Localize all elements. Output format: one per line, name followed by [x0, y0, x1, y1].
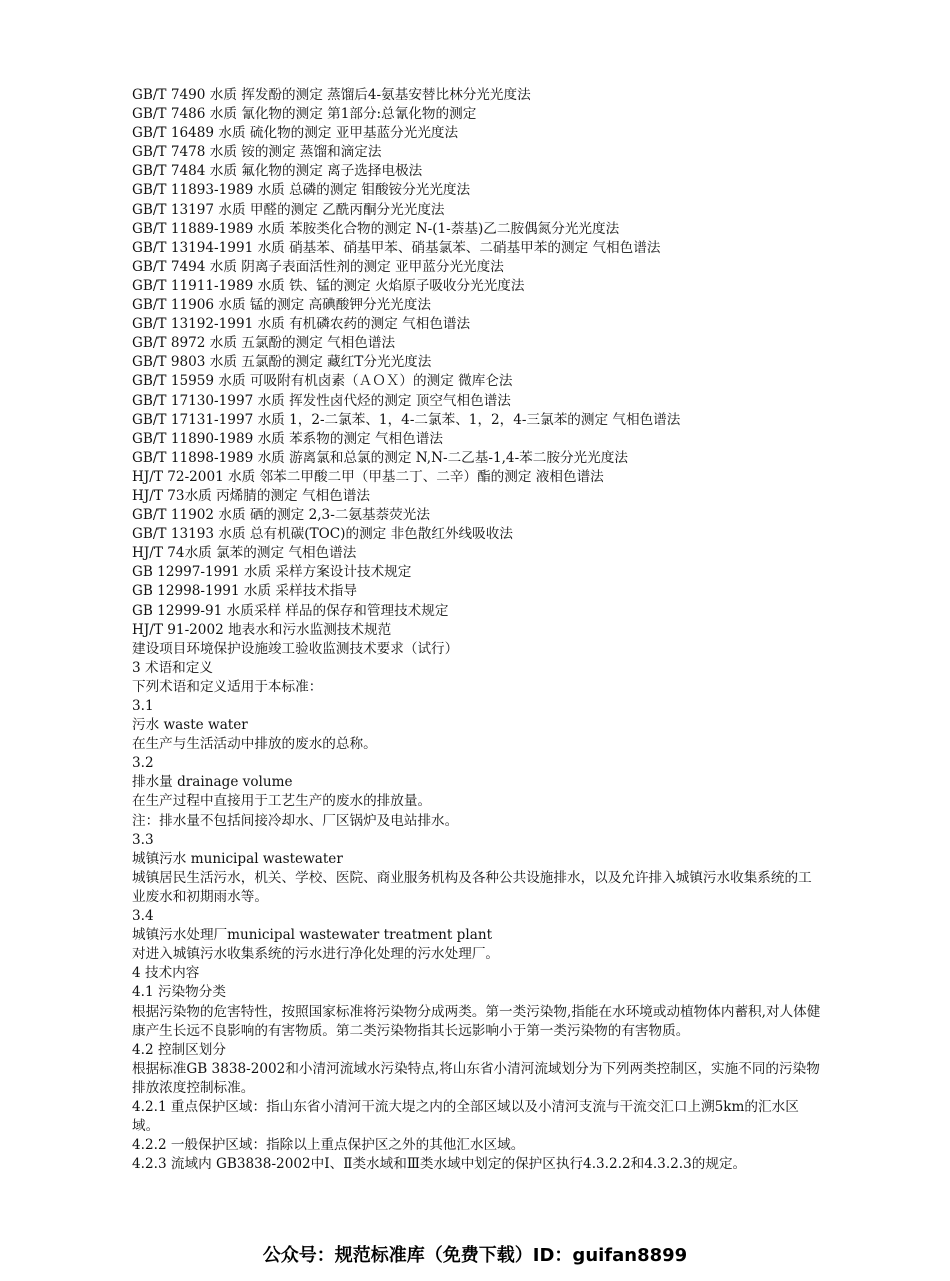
section-intro: 下列术语和定义适用于本标准： [132, 678, 323, 695]
clause-4-2-1: 4.2.1 重点保护区域：指山东省小清河干流大堤之内的全部区域以及小清河支流与干流交汇口上溯5km的汇水区域。 [132, 1098, 799, 1135]
standard-item: GB/T 13192-1991 水质 有机磷农药的测定 气相色谱法 [132, 316, 471, 333]
standard-item: GB/T 11890-1989 水质 苯系物的测定 气相色谱法 [132, 430, 443, 447]
standard-item: GB/T 15959 水质 可吸附有机卤素（ＡＯＸ）的测定 微库仑法 [132, 373, 513, 390]
section-technical-content [132, 964, 822, 1174]
section-heading: 3 术语和定义 [132, 659, 213, 676]
standard-item: GB/T 7478 水质 铵的测定 蒸馏和滴定法 [132, 144, 382, 161]
standard-item: GB/T 11911-1989 水质 铁、锰的测定 火焰原子吸收分光光度法 [132, 277, 525, 294]
document-body [132, 86, 822, 1174]
standard-item: GB/T 17131-1997 水质 1，2-二氯苯、1，4-二氯苯、1，2，4-三氯苯的测定 气相色谱法 [132, 411, 681, 428]
term-definition: 城镇居民生活污水，机关、学校、医院、商业服务机构及各种公共设施排水，以及允许排入城镇污水收集系统的工业废水和初期雨水等。 [132, 869, 812, 905]
standard-item: HJ/T 72-2001 水质 邻苯二甲酸二甲（甲基二丁、二辛）酯的测定 液相色谱法 [132, 468, 604, 485]
standard-item: GB/T 11898-1989 水质 游离氯和总氯的测定 N,N-二乙基-1,4-苯二胺分光光度法 [132, 449, 628, 466]
standard-item: GB/T 8972 水质 五氯酚的测定 气相色谱法 [132, 335, 396, 352]
standard-item: GB/T 11889-1989 水质 苯胺类化合物的测定 N-(1-萘基)乙二胺偶氮分光光度法 [132, 220, 620, 237]
term-definition: 对进入城镇污水收集系统的污水进行净化处理的污水处理厂。 [132, 946, 500, 963]
standard-item: GB/T 7484 水质 氟化物的测定 离子选择电极法 [132, 163, 423, 180]
standard-item: GB/T 16489 水质 硫化物的测定 亚甲基蓝分光光度法 [132, 125, 459, 142]
term-title: 排水量 drainage volume [132, 774, 293, 791]
section-heading: 4 技术内容 [132, 965, 200, 982]
term-definition: 在生产过程中直接用于工艺生产的废水的排放量。 [132, 793, 432, 810]
term-title: 污水 waste water [132, 717, 248, 734]
paragraph: 根据污染物的危害特性，按照国家标准将污染物分成两类。第一类污染物,指能在水环境或动植物体内蓄积,对人体健康产生长远不良影响的有害物质。第二类污染物指其长远影响小于第一类污染物的有害物质。 [132, 1003, 821, 1039]
term-note: 注：排水量不包括间接冷却水、厂区锅炉及电站排水。 [132, 812, 459, 829]
standard-item: GB/T 17130-1997 水质 挥发性卤代烃的测定 顶空气相色谱法 [132, 392, 511, 409]
standard-item: GB 12997-1991 水质 采样方案设计技术规定 [132, 564, 412, 581]
referenced-standards-list [132, 86, 822, 659]
standard-item: GB/T 7486 水质 氰化物的测定 第1部分:总氰化物的测定 [132, 106, 477, 123]
standard-item: HJ/T 73水质 丙烯腈的测定 气相色谱法 [132, 487, 370, 504]
standard-item: GB/T 7490 水质 挥发酚的测定 蒸馏后4-氨基安替比林分光光度法 [132, 87, 531, 103]
clause-4-2-2: 4.2.2 一般保护区域：指除以上重点保护区之外的其他汇水区域。 [132, 1137, 525, 1154]
subsection-heading: 4.1 污染物分类 [132, 984, 226, 1001]
standard-item: GB/T 7494 水质 阴离子表面活性剂的测定 亚甲蓝分光光度法 [132, 258, 504, 275]
standard-item: GB/T 13194-1991 水质 硝基苯、硝基甲苯、硝基氯苯、二硝基甲苯的测定 气相色谱法 [132, 239, 661, 256]
term-definition: 在生产与生活活动中排放的废水的总称。 [132, 736, 377, 753]
standard-item: HJ/T 91-2002 地表水和污水监测技术规范 [132, 621, 392, 638]
standard-item: GB/T 13197 水质 甲醛的测定 乙酰丙酮分光光度法 [132, 201, 445, 218]
standard-item: GB 12999-91 水质采样 样品的保存和管理技术规定 [132, 602, 449, 619]
term-title: 城镇污水 municipal wastewater [132, 850, 343, 867]
standard-item: GB/T 11902 水质 硒的测定 2,3-二氨基萘荧光法 [132, 507, 430, 524]
section-terms [132, 659, 822, 965]
term-number: 3.1 [132, 698, 154, 714]
standard-item: GB/T 11906 水质 锰的测定 高碘酸钾分光光度法 [132, 297, 431, 314]
standard-item: GB/T 11893-1989 水质 总磷的测定 钼酸铵分光光度法 [132, 182, 471, 199]
term-number: 3.2 [132, 755, 154, 772]
standard-item: 建设项目环境保护设施竣工验收监测技术要求（试行） [132, 640, 459, 657]
term-title: 城镇污水处理厂municipal wastewater treatment plant [132, 927, 493, 944]
term-number: 3.3 [132, 831, 154, 848]
standard-item: GB/T 13193 水质 总有机碳(TOC)的测定 非色散红外线吸收法 [132, 526, 513, 543]
clause-4-2-3: 4.2.3 流域内 GB3838-2002中Ⅰ、Ⅱ类水域和Ⅲ类水域中划定的保护区执行4.3.2.2和4.3.2.3的规定。 [132, 1156, 747, 1173]
standard-item: GB/T 9803 水质 五氯酚的测定 藏红T分光光度法 [132, 354, 432, 371]
subsection-heading: 4.2 控制区划分 [132, 1041, 226, 1058]
standard-item: HJ/T 74水质 氯苯的测定 气相色谱法 [132, 545, 357, 562]
paragraph: 根据标准GB 3838-2002和小清河流域水污染特点,将山东省小清河流域划分为下列两类控制区，实施不同的污染物排放浓度控制标准。 [132, 1060, 820, 1096]
term-number: 3.4 [132, 908, 154, 925]
standard-item: GB 12998-1991 水质 采样技术指导 [132, 583, 357, 600]
footer-watermark: 公众号：规范标准库（免费下载）ID：guifan8899 [262, 1245, 688, 1266]
